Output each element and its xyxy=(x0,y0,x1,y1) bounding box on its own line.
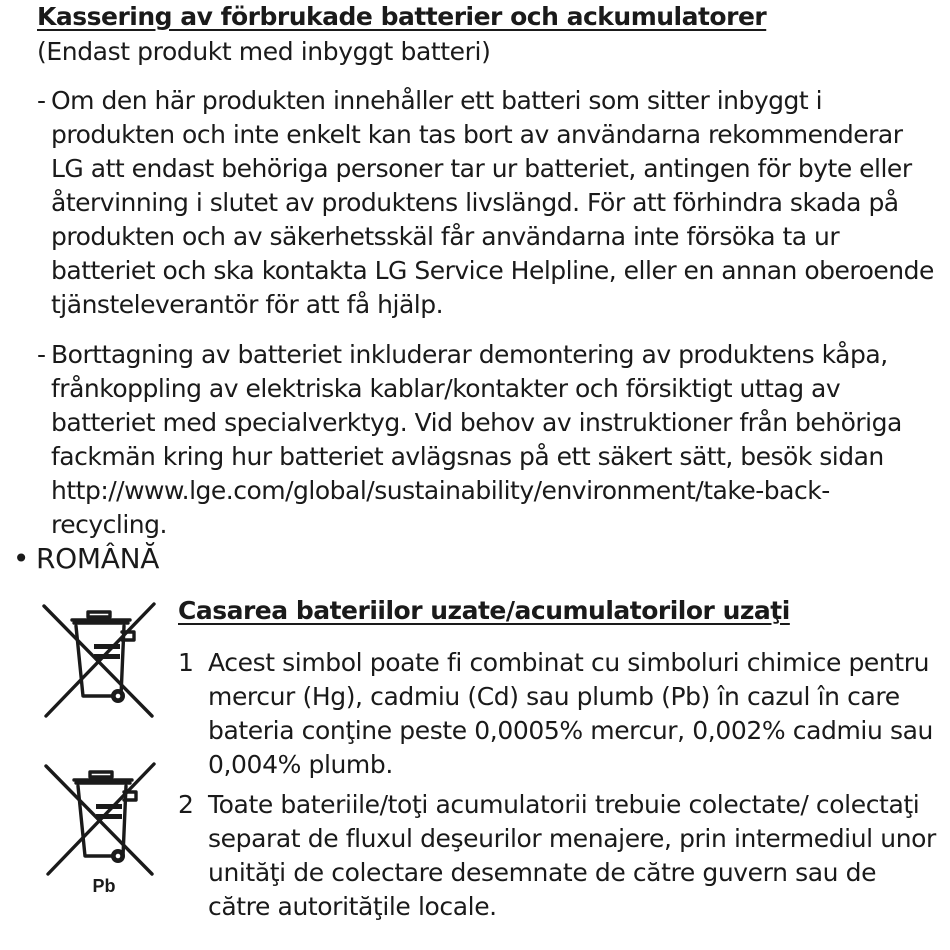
bullet-dot: • xyxy=(12,542,30,575)
paragraph-text: Borttagning av batteriet inkluderar demontering av produktens kåpa, frånkoppling av elektriska kablar/kontakter och försiktigt uttag av batteriet med specialverktyg. Vid behov av instruktioner från behöriga fackmän kring hur batteriet avlägsnas på ett säkert sätt, besök sidan http://www.lge.com/global/sustainability/environment/take-back-recycling. xyxy=(51,340,902,539)
pb-label: Pb xyxy=(92,876,116,896)
swedish-paragraph-1 xyxy=(37,84,942,322)
dash-bullet: - xyxy=(37,86,46,115)
section-title-romanian: Casarea bateriilor uzate/acumulatorilor uzaţi xyxy=(178,596,790,625)
paragraph-text: Om den här produkten innehåller ett batteri som sitter inbyggt i produkten och inte enkelt kan tas bort av användarna rekommenderar LG att endast behöriga personer tar ur batteriet, antingen för byte eller återvinning i slutet av produktens livslängd. För att förhindra skada på produkten och av säkerhetsskäl får användarna inte försöka ta ur batteriet och ska kontakta LG Service Helpline, eller en annan oberoende tjänsteleverantör för att få hjälp. xyxy=(51,86,934,319)
dash-bullet: - xyxy=(37,340,46,369)
section-title-swedish: Kassering av förbrukade batterier och ackumulatorer xyxy=(37,2,767,31)
language-heading-romanian xyxy=(6,542,159,575)
numbered-item-2 xyxy=(178,788,943,924)
crossed-out-bin-icon xyxy=(38,598,160,722)
numbered-item-1 xyxy=(178,646,943,782)
swedish-paragraph-2 xyxy=(37,338,942,542)
crossed-out-bin-pb-icon xyxy=(40,762,160,898)
item-number: 2 xyxy=(178,790,194,819)
item-number: 1 xyxy=(178,648,194,677)
section-subtitle-swedish: (Endast produkt med inbyggt batteri) xyxy=(37,37,491,66)
item-text: Toate bateriile/toţi acumulatorii trebuie colectate/ colectaţi separat de fluxul deşeurilor menajere, prin intermediul unor unităţi de colectare desemnate de către guvern sau de către autorităţile locale. xyxy=(208,790,936,921)
language-heading-label: ROMÂNĂ xyxy=(36,542,160,575)
item-text: Acest simbol poate fi combinat cu simboluri chimice pentru mercur (Hg), cadmiu (Cd) sau plumb (Pb) în cazul în care bateria conţine peste 0,0005% mercur, 0,002% cadmiu sau 0,004% plumb. xyxy=(208,648,933,779)
